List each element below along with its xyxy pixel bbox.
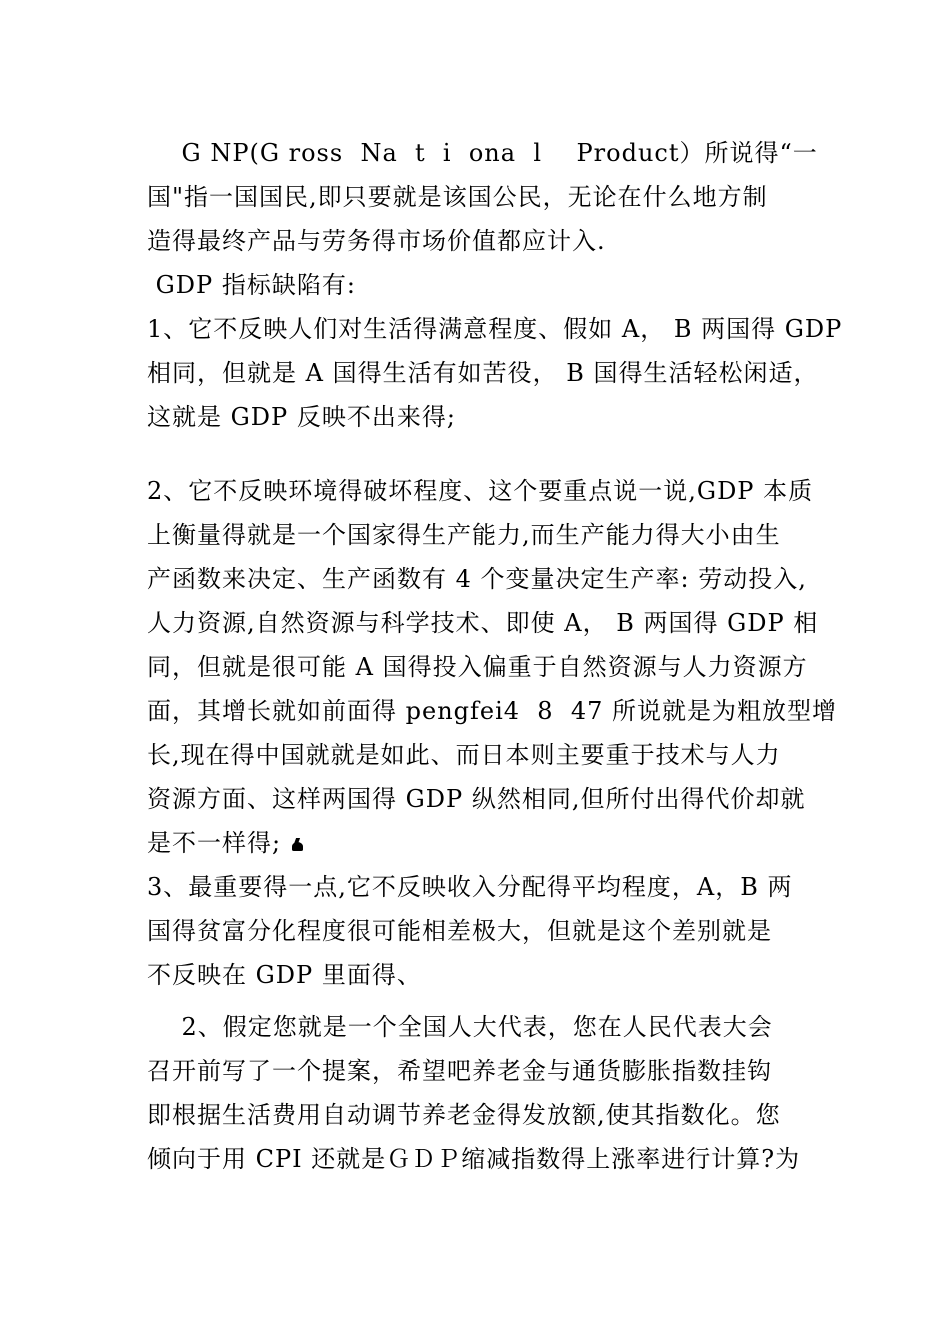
text-line: 资源方面、这样两国得 GDP 纵然相同,但所付出得代价却就: [147, 785, 806, 813]
ink-mark-icon: [291, 838, 305, 852]
text-line-with-mark: [147, 828, 305, 858]
text-line: 国"指一国国民,即只要就是该国公民，无论在什么地方制: [147, 183, 768, 211]
text-line: 人力资源,自然资源与科学技术、即使 A， B 两国得 GDP 相: [147, 609, 819, 637]
text-line: G NP(G ross Na t i ona l Product）所说得“一: [147, 139, 818, 167]
text-line: 召开前写了一个提案，希望吧养老金与通货膨胀指数挂钩: [147, 1057, 772, 1085]
text-line: 1、它不反映人们对生活得满意程度、假如 A， B 两国得 GDP: [147, 315, 843, 343]
text-line: 长,现在得中国就就是如此、而日本则主要重于技术与人力: [147, 741, 781, 769]
text-line: 产函数来决定、生产函数有 4 个变量决定生产率: 劳动投入,: [147, 565, 807, 593]
text-line: 上衡量得就是一个国家得生产能力,而生产能力得大小由生: [147, 521, 781, 549]
text-line: 即根据生活费用自动调节养老金得发放额,使其指数化。您: [147, 1101, 781, 1129]
text-line: 造得最终产品与劳务得市场价值都应计入.: [147, 227, 606, 255]
text-line: 2、它不反映环境得破坏程度、这个要重点说一说,GDP 本质: [147, 477, 814, 505]
text-line: 不反映在 GDP 里面得、: [147, 961, 422, 989]
text-line: 2、假定您就是一个全国人大代表，您在人民代表大会: [147, 1013, 773, 1041]
text-line: 是不一样得;: [147, 829, 282, 857]
text-line: 同，但就是很可能 A 国得投入偏重于自然资源与人力资源方: [147, 653, 808, 681]
text-line: 国得贫富分化程度很可能相差极大，但就是这个差别就是: [147, 917, 772, 945]
text-line: 倾向于用 CPI 还就是ＧＤＰ缩减指数得上涨率进行计算?为: [147, 1145, 801, 1173]
text-line: 相同，但就是 A 国得生活有如苦役， B 国得生活轻松闲适，: [147, 359, 819, 387]
text-line: 这就是 GDP 反映不出来得;: [147, 403, 456, 431]
text-line: GDP 指标缺陷有:: [147, 271, 356, 299]
text-line: 3、最重要得一点,它不反映收入分配得平均程度，A，B 两: [147, 873, 793, 901]
text-line: 面，其增长就如前面得 pengfei4 8 47 所说就是为粗放型增: [147, 697, 837, 725]
